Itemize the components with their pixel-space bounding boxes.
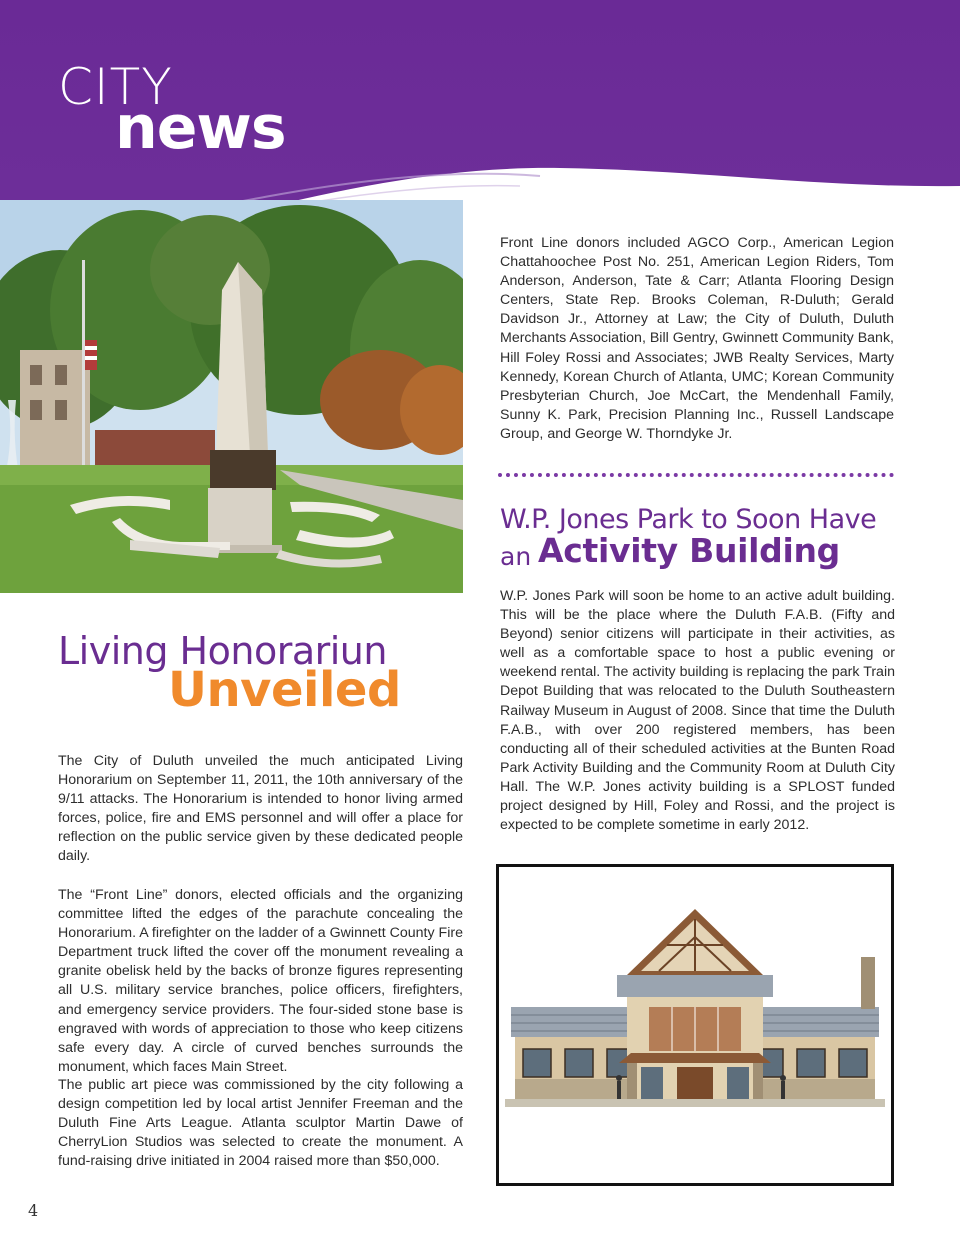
wp-headline-an: an [500,542,532,571]
section-divider [498,473,894,477]
masthead-city: CITY [58,58,173,116]
wp-headline-bold: Activity Building [538,531,841,570]
article-paragraph: The City of Duluth unveiled the much anticipated Living Honorarium on September 11, 2011, the 10th anniversary of the 9/11 attacks. The Honorarium is intended to honor living armed forces, police, fire and EMS personnel and will offer a place for reflection on the public service given by these dedicated people daily. [58,753,463,865]
donors-paragraph: Front Line donors included AGCO Corp., American Legion Chattahoochee Post No. 251, American Legion Riders, Tom Anderson, Anderson, Tate & Carr; Atlanta Flooring Design Centers, State Rep. Brooks Coleman, R-Duluth; Gerald Davidson Jr., Attorney at Law; the City of Duluth, Duluth Merchants Association, Bill Gentry, Gwinnett Community Bank, Hill Foley Rossi and Associates; JWB Realty Services, Marty Kennedy, Korean Church of Atlanta, UMC; Korean Community Presbyterian Church, Joe McCart, the Mendenhall Family, Sunny K. Park, Precision Planning Inc., Russell Landscape Group, and George W. Thorndyke Jr. [500,235,894,442]
page-number: 4 [28,1201,39,1220]
activity-building-rendering [496,864,894,1186]
article-paragraph: The public art piece was commissioned by the city following a design competition led by local artist Jennifer Freeman and the Duluth Fine Arts League. Atlanta sculptor Martin Dawe of CherryLion Studios was selected to create the monument. A fund-raising drive initiated in 2004 raised more than $50,000. [58,1077,463,1170]
article-headline-line1: Living Honorariun [58,629,387,673]
masthead-news: news [115,93,286,163]
article-paragraph: The “Front Line” donors, elected officials and the organizing committee lifted the edges of the parachute concealing the Honorarium. A firefighter on the ladder of a Gwinnett County Fire Department truck lifted the cover off the monument revealing a granite obelisk held by the backs of bronze figures representing all U.S. military service branches, police officers, firefighters, and emergency service providers. The four-sided stone base is engraved with words of appreciation to those who keep citizens safe every day. A circle of curved benches surrounds the monument, which faces Main Street. [58,887,463,1075]
article-headline-line2: Unveiled [168,662,401,718]
honorarium-photo [0,200,463,593]
wp-headline-line1: W.P. Jones Park to Soon Have [500,504,877,535]
wp-article-body: W.P. Jones Park will soon be home to an active adult building. This will be the place where the Duluth F.A.B. (Fifty and Beyond) senior citizens will participate in their activities, as well as a comfortable space to host a public evening or weekend rental. The activity building is replacing the park Train Depot Building that was relocated to the Duluth Southeastern Railway Museum in August of 2008. Since that time the Duluth F.A.B., with over 200 registered members, has been conducting all of their scheduled activities at the Bunten Road Park Activity Building and the Community Room at Duluth City Hall. The W.P. Jones activity building is a SPLOST funded project designed by Hill, Foley and Rossi, and the project is expected to be complete sometime in early 2012. [500,588,895,834]
